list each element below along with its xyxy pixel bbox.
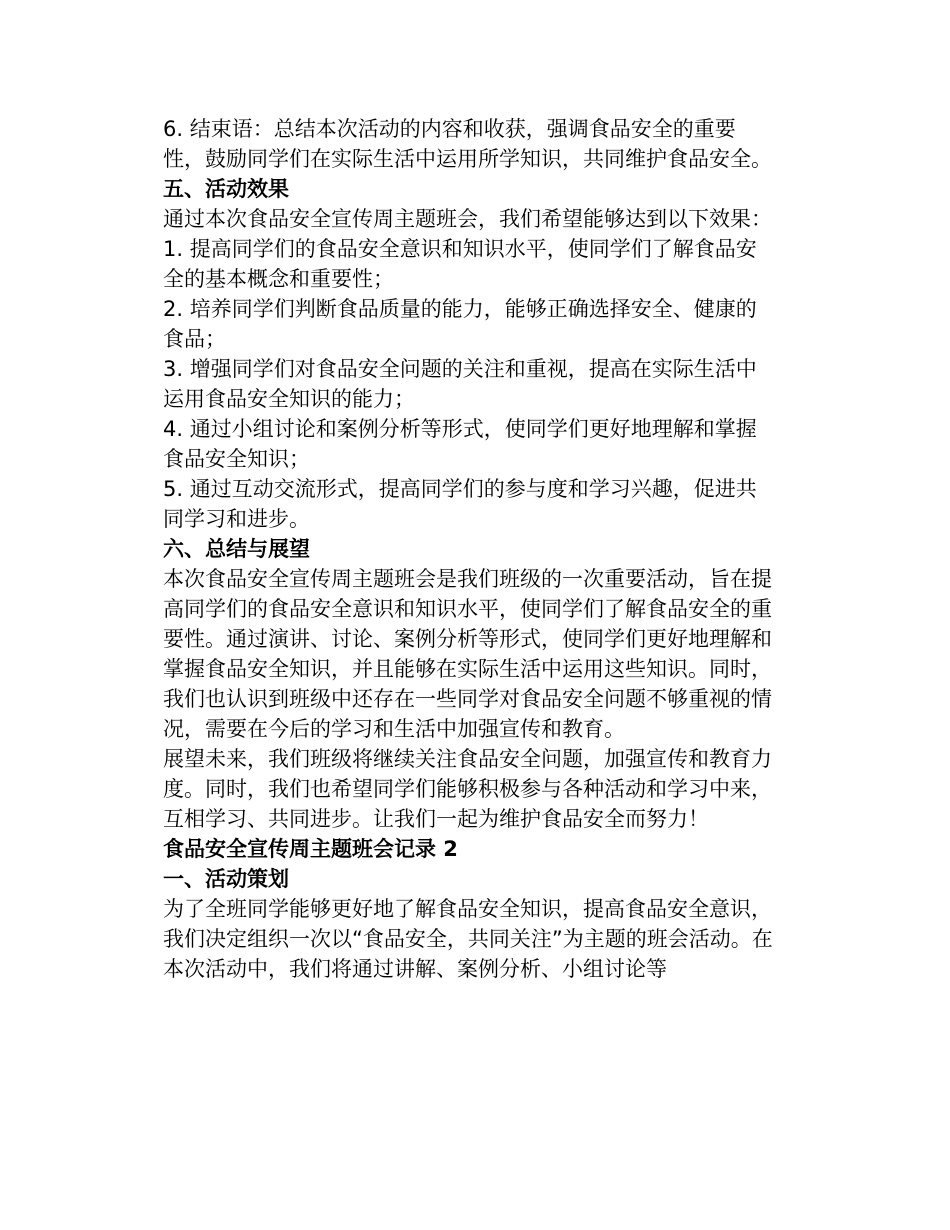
paragraph-planning: 为了全班同学能够更好地了解食品安全知识，提高食品安全意识，我们决定组织一次以“食品安全，共同关注”为主题的班会活动。在本次活动中，我们将通过讲解、案例分析、小组讨论等	[163, 897, 773, 981]
list-item-effect-5: 5. 通过互动交流形式，提高同学们的参与度和学习兴趣，促进共同学习和进步。	[163, 477, 757, 531]
paragraph-closing-remarks: 6. 结束语：总结本次活动的内容和收获，强调食品安全的重要性，鼓励同学们在实际生活中运用所学知识，共同维护食品安全。	[163, 117, 772, 171]
section-heading-activity-effects: 五、活动效果	[163, 177, 289, 201]
list-item-effect-2: 2. 培养同学们判断食品质量的能力，能够正确选择安全、健康的食品；	[163, 297, 757, 351]
section-heading-summary-outlook: 六、总结与展望	[163, 537, 310, 561]
paragraph-outlook: 展望未来，我们班级将继续关注食品安全问题，加强宣传和教育力度。同时，我们也希望同学们能够积极参与各种活动和学习中来，互相学习、共同进步。让我们一起为维护食品安全而努力！	[163, 747, 772, 831]
document-page	[163, 114, 775, 984]
list-item-effect-4: 4. 通过小组讨论和案例分析等形式，使同学们更好地理解和掌握食品安全知识；	[163, 417, 757, 471]
list-item-effect-1: 1. 提高同学们的食品安全意识和知识水平，使同学们了解食品安全的基本概念和重要性；	[163, 237, 757, 291]
document-title-record-2: 食品安全宣传周主题班会记录 2	[163, 837, 458, 861]
section-heading-activity-planning: 一、活动策划	[163, 867, 289, 891]
paragraph-effects-intro: 通过本次食品安全宣传周主题班会，我们希望能够达到以下效果：	[163, 207, 772, 231]
list-item-effect-3: 3. 增强同学们对食品安全问题的关注和重视，提高在实际生活中运用食品安全知识的能力；	[163, 357, 757, 411]
paragraph-summary: 本次食品安全宣传周主题班会是我们班级的一次重要活动，旨在提高同学们的食品安全意识和知识水平，使同学们了解食品安全的重要性。通过演讲、讨论、案例分析等形式，使同学们更好地理解和掌握食品安全知识，并且能够在实际生活中运用这些知识。同时，我们也认识到班级中还存在一些同学对食品安全问题不够重视的情况，需要在今后的学习和生活中加强宣传和教育。	[163, 567, 772, 741]
